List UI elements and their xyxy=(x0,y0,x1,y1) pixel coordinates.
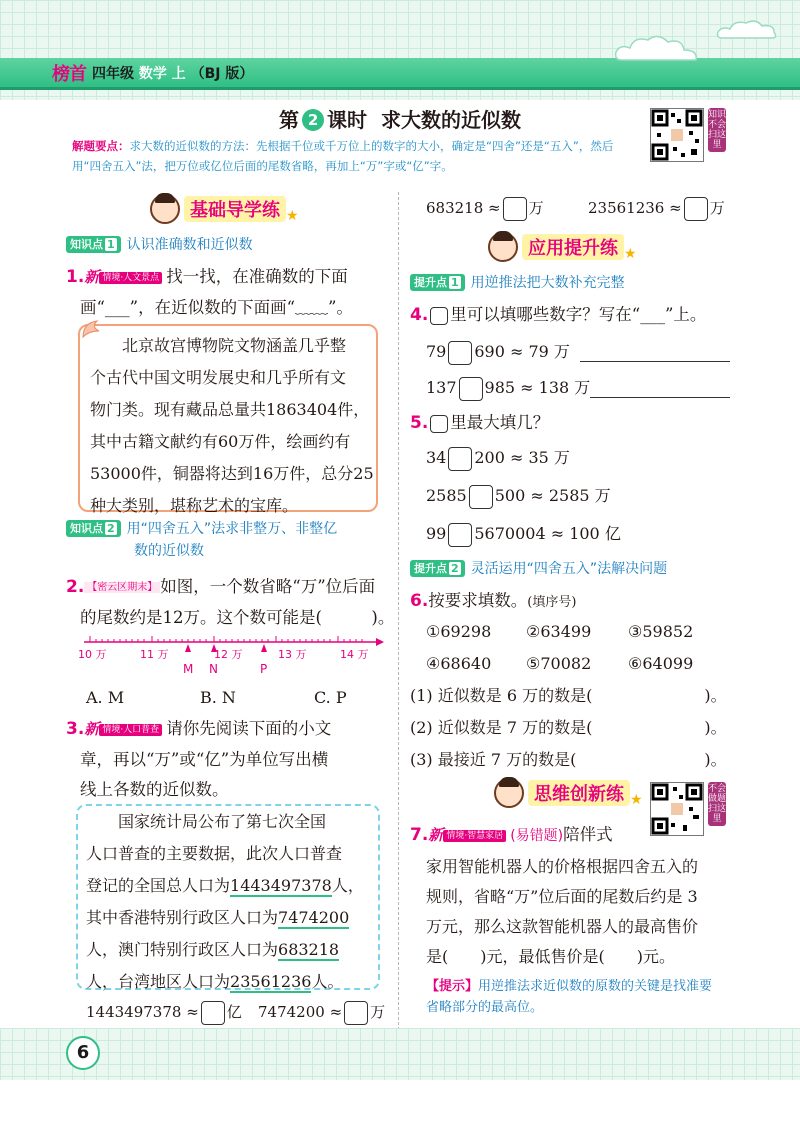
section-basic xyxy=(150,194,299,228)
qr-code-icon[interactable] xyxy=(650,108,704,162)
q1-passage-line: 种大类别，堪称艺术的宝库。 xyxy=(90,496,299,515)
q5-number: 5. xyxy=(410,413,429,433)
answer-expr: 7474200 ≈ xyxy=(258,1003,343,1021)
kp2-tag: 知识点 xyxy=(70,522,103,535)
q3-text: 其中香港特别行政区人口为 xyxy=(86,908,279,927)
page-number: 6 xyxy=(66,1036,100,1070)
kp2-text-line1: 用“四舍五入”法求非整万、非整亿 xyxy=(126,521,338,537)
option-a[interactable]: A. M xyxy=(86,688,125,707)
q3-passage-line: 人口普查的主要数据，此次人口普查 xyxy=(86,844,343,863)
new-badge: 新 xyxy=(84,268,100,286)
q3-line2: 章，再以“万”或“亿”为单位写出横 xyxy=(80,750,329,769)
q7-line[interactable]: 是( )元，最低售价是( )元。 xyxy=(426,947,675,966)
kp1-tag: 知识点 xyxy=(70,238,103,251)
q3-line1: 请你先阅读下面的小文 xyxy=(166,719,332,738)
answer-box[interactable] xyxy=(469,485,493,509)
q5-expr: 34 xyxy=(426,448,447,467)
tick-label: 10 万 xyxy=(78,648,107,661)
q7-line: 家用智能机器人的价格根据四舍五入的 xyxy=(426,857,699,876)
q6-item: ④68640 xyxy=(426,654,492,673)
cloud-decoration-icon xyxy=(612,34,702,66)
tips-label: 解题要点： xyxy=(72,139,130,153)
upgrade-point-2 xyxy=(410,558,667,580)
section-basic-title: 基础导学练 xyxy=(184,196,286,222)
kp1-text: 认识准确数和近似数 xyxy=(126,237,253,253)
q6-item: ②63499 xyxy=(526,622,592,641)
q1-passage-line: 个古代中国文明发展史和几乎所有文 xyxy=(90,368,347,387)
grade-label: 四年级 xyxy=(92,66,134,82)
q6-note: (填序号) xyxy=(527,595,577,610)
hint-text-1: 用逆推法求近似数的原数的关键是找准要 xyxy=(478,979,713,994)
qr-tag-label: 知识不会扫这里 xyxy=(708,110,727,150)
q3-number-taiwan: 23561236 xyxy=(230,972,312,991)
column-divider xyxy=(398,192,399,1030)
q5-expr: 500 ≈ 2585 万 xyxy=(494,486,611,505)
q3-answer-1 xyxy=(86,998,242,1026)
kp1-num: 1 xyxy=(107,238,115,251)
section-apply-title: 应用提升练 xyxy=(522,234,624,260)
kp2-text-line2: 数的近似数 xyxy=(134,543,204,559)
footer-grid-background xyxy=(0,1028,800,1080)
q4-expr: 79 xyxy=(426,342,447,361)
q6-item: ⑤70082 xyxy=(526,654,592,673)
q4-text: 里可以填哪些数字？写在“___”上。 xyxy=(450,305,707,324)
tick-label: 12 万 xyxy=(214,648,243,661)
answer-box[interactable] xyxy=(201,1001,225,1025)
section-think-title: 思维创新练 xyxy=(528,780,630,806)
answer-box[interactable] xyxy=(344,1001,368,1025)
q3-line3: 线上各数的近似数。 xyxy=(80,780,229,799)
up1-tag: 提升点 xyxy=(414,276,447,289)
q3-text: 登记的全国总人口为 xyxy=(86,876,231,895)
q6-sub-1[interactable]: (1) 近似数是 6 万的数是( )。 xyxy=(410,686,727,705)
q1-passage xyxy=(90,330,374,522)
answer-box[interactable] xyxy=(503,197,527,221)
q1-passage-line: 其中古籍文献约有60万件，绘画约有 xyxy=(90,432,351,451)
q7-line: 万元，那么这款智能机器人的最高售价 xyxy=(426,917,699,936)
up2-text: 灵活运用“四舍五入”法解决问题 xyxy=(470,561,668,577)
q4-row-1 xyxy=(426,338,570,366)
kp2-num: 2 xyxy=(107,522,115,535)
q7-tail: 陪伴式 xyxy=(563,825,613,844)
answer-unit: 亿 xyxy=(226,1003,242,1021)
edition-label: （BJ 版） xyxy=(190,66,254,82)
q1-passage-line: 北京故宫博物院文物涵盖几乎整 xyxy=(122,336,347,355)
scene-badge: 情境·人文景点 xyxy=(99,272,162,284)
tips-text: 求大数的近似数的方法：先根据千位或千万位上的数字的大小，确定是“四舍”还是“五入”，然后用“四舍五入”法，把万位或亿位后面的尾数省略，再加上“万”字或“亿”字。 xyxy=(72,139,614,173)
q4-row-2 xyxy=(426,374,590,402)
solution-tips xyxy=(72,136,642,176)
lesson-name: 求大数的近似数 xyxy=(380,108,521,132)
error-prone-badge: (易错题) xyxy=(510,828,564,844)
q5-text: 里最大填几？ xyxy=(450,413,550,432)
lesson-prefix: 第 xyxy=(279,108,300,132)
q3-answer-4 xyxy=(588,194,725,222)
q6-number: 6. xyxy=(410,591,429,611)
q3-text: 人，台湾地区人口为 xyxy=(86,972,231,991)
up2-num: 2 xyxy=(451,562,459,575)
q3-answer-3 xyxy=(426,194,544,222)
star-icon: ★ xyxy=(630,792,643,808)
q3-text: 人，澳门特别行政区人口为 xyxy=(86,940,279,959)
q5-row-1 xyxy=(426,444,570,472)
q2-line1: 如图，一个数省略“万”位后面 xyxy=(160,577,376,596)
number-line-labels xyxy=(80,646,380,680)
q4-number: 4. xyxy=(410,305,429,325)
box-icon xyxy=(430,415,448,433)
q3-answer-2 xyxy=(258,998,385,1026)
question-4 xyxy=(410,300,740,330)
tick-label: 14 万 xyxy=(340,648,369,661)
scene-badge: 情境·智慧家居 xyxy=(443,830,506,842)
student-face-icon xyxy=(150,194,180,224)
marker-m: M xyxy=(183,662,194,676)
tick-label: 13 万 xyxy=(278,648,307,661)
q4-answer-line-1[interactable] xyxy=(580,344,730,362)
up2-tag: 提升点 xyxy=(414,562,447,575)
q5-expr: 200 ≈ 35 万 xyxy=(474,448,570,467)
q3-passage-line xyxy=(86,966,376,998)
q3-passage-line xyxy=(86,870,376,902)
new-badge: 新 xyxy=(428,826,444,844)
option-c[interactable]: C. P xyxy=(314,688,347,707)
answer-unit: 万 xyxy=(370,1003,386,1021)
hint-text-2: 省略部分的最高位。 xyxy=(426,1000,544,1015)
lesson-suffix: 课时 xyxy=(327,108,368,132)
up1-num: 1 xyxy=(451,276,459,289)
q2-line2: 的尾数约是12万。这个数可能是( )。 xyxy=(80,608,395,627)
answer-unit: 万 xyxy=(709,199,725,217)
answer-box[interactable] xyxy=(448,447,472,471)
knowledge-point-2 xyxy=(66,518,396,562)
q3-text: 人。 xyxy=(311,972,344,991)
q3-passage-line: 国家统计局公布了第七次全国 xyxy=(118,812,327,831)
exam-badge: 【密云区期末】 xyxy=(84,582,160,593)
q1-passage-line: 物门类。现有藏品总量共1863404件， xyxy=(90,400,370,419)
question-6 xyxy=(410,586,740,618)
scene-badge: 情境·人口普查 xyxy=(99,724,162,736)
answer-box[interactable] xyxy=(448,523,472,547)
lesson-number: 2 xyxy=(302,109,324,131)
star-icon: ★ xyxy=(624,246,637,262)
q7-body xyxy=(426,852,746,972)
answer-expr: 23561236 ≈ xyxy=(588,199,682,217)
answer-box[interactable] xyxy=(459,377,483,401)
new-badge: 新 xyxy=(84,720,100,738)
tick-label: 11 万 xyxy=(140,648,169,661)
q6-item: ⑥64099 xyxy=(628,654,694,673)
question-3 xyxy=(66,714,398,805)
q1-line2: 画“___”，在近似数的下面画“﹏﹏”。 xyxy=(80,298,353,317)
q6-sub-2[interactable]: (2) 近似数是 7 万的数是( )。 xyxy=(410,718,727,737)
option-b[interactable]: B. N xyxy=(200,688,236,707)
book-title xyxy=(92,63,253,83)
q7-hint xyxy=(426,976,746,1018)
q7-number: 7. xyxy=(410,825,429,845)
q3-number-macao: 683218 xyxy=(278,940,340,959)
q3-text: 人， xyxy=(331,876,364,895)
brand-logo: 榜首 xyxy=(52,64,86,85)
student-face-icon xyxy=(488,232,518,262)
answer-box[interactable] xyxy=(684,197,708,221)
star-icon: ★ xyxy=(286,208,299,224)
q5-expr: 2585 xyxy=(426,486,467,505)
qr-tag-label-2: 不会做题扫这里 xyxy=(708,784,727,824)
student-face-icon xyxy=(494,778,524,808)
section-apply xyxy=(488,232,637,266)
q3-number-hk: 7474200 xyxy=(278,908,350,927)
subject-label: 数学 上 xyxy=(138,66,186,82)
knowledge-point-1 xyxy=(66,234,253,256)
q7-line: 规则，省略“万”位后面的尾数后约是 3 xyxy=(426,887,698,906)
section-think xyxy=(494,778,643,812)
q5-row-2 xyxy=(426,482,611,510)
upgrade-point-1 xyxy=(410,272,625,294)
q4-expr: 137 xyxy=(426,378,457,397)
q3-number-total: 1443497378 xyxy=(230,876,332,895)
question-2 xyxy=(66,572,398,633)
q5-row-3 xyxy=(426,520,621,548)
q3-passage xyxy=(86,806,376,998)
q3-passage-line xyxy=(86,902,376,934)
answer-box[interactable] xyxy=(448,341,472,365)
hint-label: 【提示】 xyxy=(426,979,479,994)
answer-expr: 683218 ≈ xyxy=(426,199,501,217)
question-1 xyxy=(66,262,396,323)
q6-sub-3[interactable]: (3) 最接近 7 万的数是( )。 xyxy=(410,750,727,769)
question-7 xyxy=(410,820,750,851)
up1-text: 用逆推法把大数补充完整 xyxy=(470,275,625,291)
q4-answer-line-2[interactable] xyxy=(590,380,730,398)
marker-n: N xyxy=(209,662,218,676)
q3-passage-line xyxy=(86,934,376,966)
q1-line1: 找一找，在准确数的下面 xyxy=(166,267,348,286)
q6-text: 按要求填数。 xyxy=(428,591,528,610)
q6-item: ③59852 xyxy=(628,622,694,641)
answer-expr: 1443497378 ≈ xyxy=(86,1003,199,1021)
answer-unit: 万 xyxy=(528,199,544,217)
q2-number: 2. xyxy=(66,577,85,597)
q3-number: 3. xyxy=(66,719,85,739)
q4-expr: 985 ≈ 138 万 xyxy=(484,378,591,397)
q1-passage-line: 53000件，铜器将达到16万件，总分25 xyxy=(90,464,374,483)
question-5 xyxy=(410,408,740,438)
q1-number: 1. xyxy=(66,267,85,287)
q4-expr: 690 ≈ 79 万 xyxy=(474,342,570,361)
marker-p: P xyxy=(260,662,268,676)
cloud-decoration-icon-2 xyxy=(716,18,780,42)
q5-expr: 5670004 ≈ 100 亿 xyxy=(474,524,621,543)
box-icon xyxy=(430,307,448,325)
q6-item: ①69298 xyxy=(426,622,492,641)
q5-expr: 99 xyxy=(426,524,447,543)
